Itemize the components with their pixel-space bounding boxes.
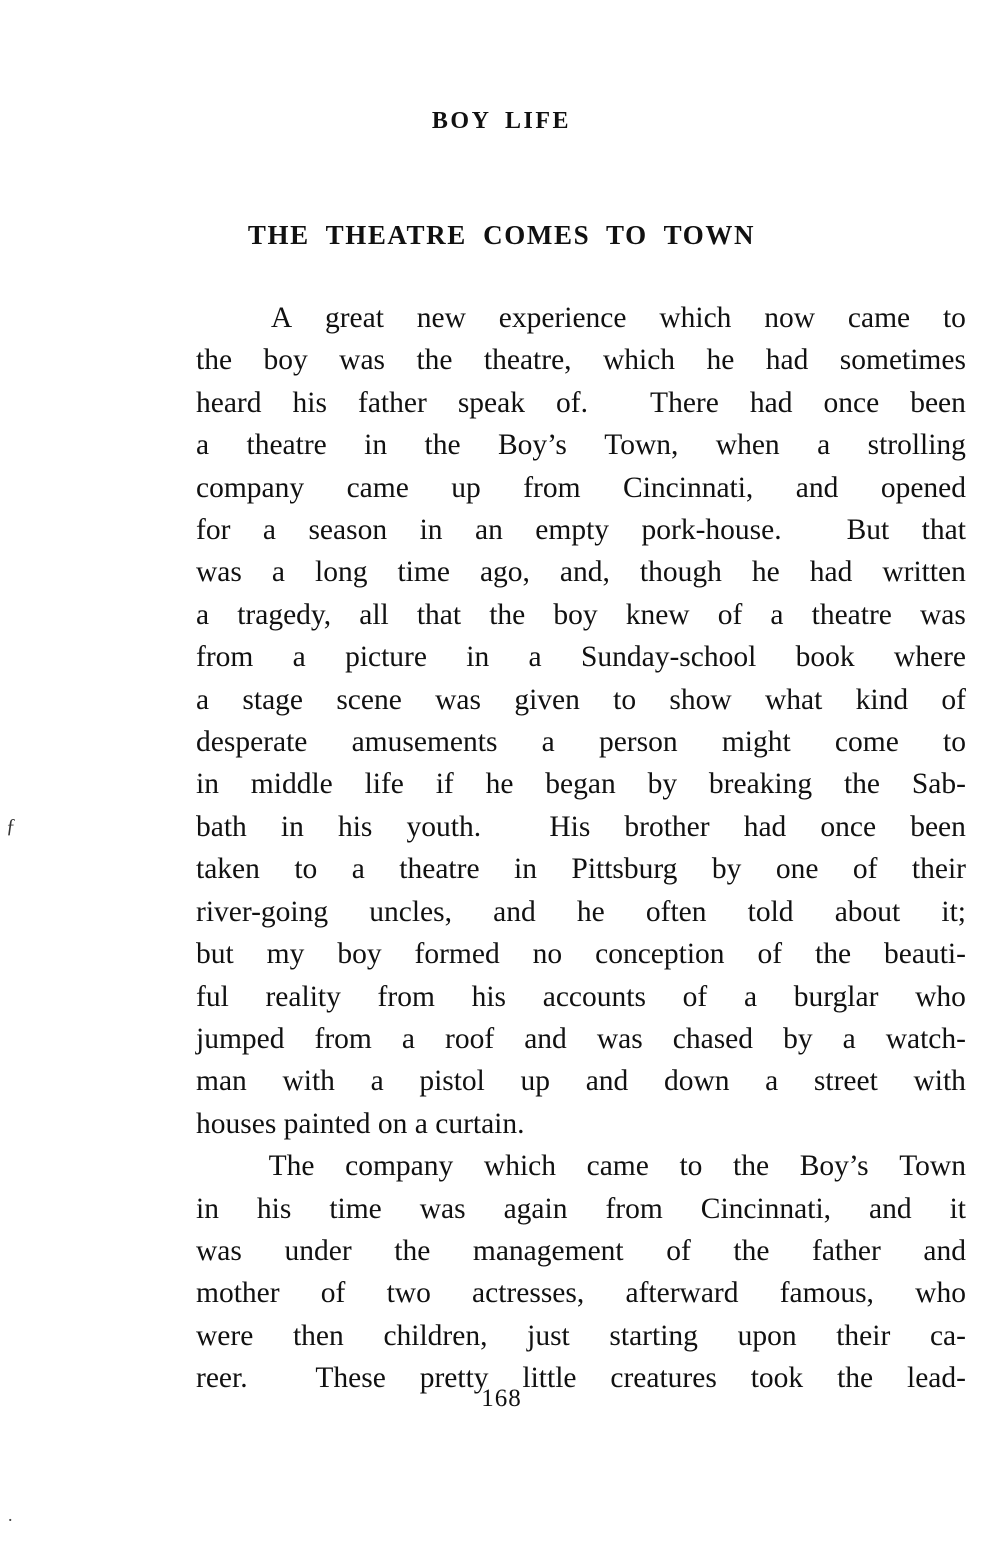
word: then [292, 1319, 344, 1352]
word: been [910, 810, 966, 843]
word: that [416, 598, 462, 631]
word: once [823, 386, 880, 419]
word: to [613, 683, 637, 716]
word: Cincinnati, [700, 1192, 832, 1225]
word: two [386, 1277, 431, 1310]
text-line [196, 467, 966, 509]
word: ful [196, 980, 229, 1013]
word: life [364, 768, 404, 801]
word: their [911, 853, 966, 886]
word: had [809, 556, 853, 589]
word: father [358, 386, 427, 419]
word: to [942, 302, 966, 334]
word: Sunday-school [580, 641, 757, 674]
word: theatre [399, 853, 480, 886]
word: Town [899, 1150, 966, 1183]
word: and [493, 895, 536, 928]
word: the [837, 1362, 874, 1395]
word: from [196, 641, 254, 674]
word: tragedy, [237, 598, 332, 631]
word: jumped [196, 1022, 285, 1055]
word: Boy’s [497, 429, 567, 462]
word: a [842, 1022, 856, 1055]
word: ago, [479, 556, 530, 589]
word: of [320, 1277, 346, 1310]
word: Sab- [911, 768, 966, 801]
word: creatures [610, 1362, 717, 1395]
word: if [435, 768, 454, 801]
word: boy [263, 344, 308, 377]
word: the [416, 344, 453, 377]
word: a [370, 1065, 384, 1098]
word: by [783, 1022, 813, 1055]
word: show [669, 683, 732, 716]
word: reality [265, 980, 341, 1013]
word: book [795, 641, 855, 674]
word: were [196, 1319, 254, 1352]
word: of [852, 853, 878, 886]
word: for [196, 514, 231, 547]
word: starting [609, 1319, 698, 1352]
text-line [196, 679, 966, 721]
word: A [270, 302, 293, 334]
word: a [262, 514, 276, 547]
word: watch- [885, 1022, 966, 1055]
word: just [527, 1319, 570, 1352]
word: strolling [867, 429, 966, 462]
word: afterward [625, 1277, 739, 1310]
word: up [451, 471, 481, 504]
text-line [196, 1272, 966, 1314]
word: was [435, 683, 482, 716]
running-head: BOY LIFE [431, 108, 572, 134]
word: an [474, 514, 503, 547]
word: pistol [419, 1065, 485, 1098]
word: in [364, 429, 388, 462]
word: came [346, 471, 409, 504]
text-line [196, 594, 966, 636]
text-line [196, 1188, 966, 1230]
word: from [377, 980, 435, 1013]
word: of [757, 938, 783, 971]
word: from [523, 471, 581, 504]
word: when [715, 429, 780, 462]
word: burglar [793, 980, 879, 1013]
word: with [282, 1065, 335, 1098]
word: These [315, 1362, 386, 1395]
word: middle [250, 768, 333, 801]
word: who [915, 1277, 966, 1310]
word: the [733, 1150, 770, 1183]
word: scene [336, 683, 402, 716]
word: where [893, 641, 966, 674]
word: in [280, 810, 304, 843]
word: of. [556, 386, 588, 419]
word: which [483, 1150, 556, 1183]
text-line [196, 976, 966, 1018]
word: to [943, 726, 966, 759]
word: the [489, 598, 526, 631]
word: by [647, 768, 678, 801]
word: came [847, 302, 911, 334]
word: of [717, 598, 743, 631]
margin-mark-bottom-icon: . [8, 1505, 13, 1525]
word: new [416, 302, 466, 334]
word: and, [559, 556, 610, 589]
word: by [711, 853, 742, 886]
word: a [292, 641, 306, 674]
word: was [419, 1192, 466, 1225]
word: in [466, 641, 490, 674]
word: his [471, 980, 507, 1013]
text-line [196, 848, 966, 890]
word: river-going [196, 895, 329, 928]
word: a [765, 1065, 779, 1098]
word: in [514, 853, 537, 886]
word: a [541, 726, 555, 759]
word: who [915, 980, 966, 1013]
word: his [256, 1192, 292, 1225]
text-line [196, 339, 966, 381]
word: in [196, 768, 219, 801]
word: opened [880, 471, 966, 504]
word: theatre [246, 429, 327, 462]
word: the [394, 1234, 431, 1267]
word: famous, [779, 1277, 874, 1310]
word: the [733, 1234, 770, 1267]
word: he [576, 895, 605, 928]
word: a [196, 598, 210, 631]
word: no [532, 938, 563, 971]
word: pretty [419, 1362, 489, 1395]
word: kind [855, 683, 909, 716]
word: to [679, 1150, 703, 1183]
text-line [196, 1103, 966, 1145]
word: bath [196, 810, 247, 843]
text-line [196, 1230, 966, 1272]
word: and [585, 1065, 629, 1098]
word: had [743, 810, 787, 843]
word: it [949, 1192, 966, 1225]
word: brother [624, 810, 710, 843]
word: boy [553, 598, 598, 631]
word: Town, [604, 429, 679, 462]
word: of [682, 980, 708, 1013]
word: though [639, 556, 722, 589]
text-line [196, 1145, 966, 1187]
word: all [359, 598, 389, 631]
text-line [196, 763, 966, 805]
word: was [196, 1234, 242, 1267]
word: from [605, 1192, 663, 1225]
word: with [913, 1065, 966, 1098]
text-line [196, 1315, 966, 1357]
word: Pittsburg [571, 853, 678, 886]
word: the [424, 429, 461, 462]
word: Cincinnati, [623, 471, 754, 504]
word: and [524, 1022, 567, 1055]
paragraph-indent [196, 297, 238, 339]
word: His [549, 810, 591, 843]
word: houses painted on a curtain. [196, 1107, 525, 1140]
word: of [941, 683, 966, 716]
word: a [528, 641, 542, 674]
word: now [764, 302, 816, 334]
margin-mark-left-icon: ƒ [6, 815, 16, 837]
word: in [419, 514, 443, 547]
word: he [485, 768, 514, 801]
word: a [271, 556, 285, 589]
word: about [834, 895, 901, 928]
word: his [292, 386, 327, 419]
text-line [196, 806, 966, 848]
word: person [598, 726, 678, 759]
word: empty [535, 514, 610, 547]
page-number: 168 [481, 1385, 522, 1412]
word: little [522, 1362, 577, 1395]
word: picture [345, 641, 427, 674]
word: father [812, 1234, 881, 1267]
word: was [196, 556, 242, 589]
word: come [834, 726, 899, 759]
word: But [846, 514, 890, 547]
text-line [196, 509, 966, 551]
word: and [869, 1192, 912, 1225]
word: under [284, 1234, 352, 1267]
word: told [747, 895, 794, 928]
word: uncles, [369, 895, 453, 928]
word: actresses, [472, 1277, 585, 1310]
word: began [545, 768, 616, 801]
word: came [586, 1150, 649, 1183]
word: to [294, 853, 318, 886]
word: children, [383, 1319, 488, 1352]
word: it; [941, 895, 966, 928]
word: amusements [351, 726, 498, 759]
word: given [514, 683, 580, 716]
word: down [663, 1065, 730, 1098]
word: sometimes [839, 344, 966, 377]
chapter-title: THE THEATRE COMES TO TOWN [247, 220, 756, 250]
word: season [308, 514, 388, 547]
word: but [196, 938, 234, 971]
word: knew [625, 598, 690, 631]
word: lead- [907, 1362, 966, 1395]
text-line [196, 891, 966, 933]
word: Boy’s [799, 1150, 869, 1183]
word: time [397, 556, 450, 589]
text-line [196, 636, 966, 678]
word: heard [196, 386, 262, 419]
text-line [196, 721, 966, 763]
word: a [743, 980, 758, 1013]
word: was [339, 344, 386, 377]
word: their [836, 1319, 891, 1352]
body-text [196, 297, 966, 1400]
word: upon [737, 1319, 797, 1352]
word: mother [196, 1277, 280, 1310]
text-line [196, 1060, 966, 1102]
word: in [196, 1192, 219, 1225]
word: had [749, 386, 793, 419]
word: which [659, 302, 732, 334]
word: taken [196, 853, 260, 886]
word: was [919, 598, 966, 631]
word: his [337, 810, 373, 843]
word: might [721, 726, 791, 759]
word: street [813, 1065, 878, 1098]
word: of [666, 1234, 691, 1267]
word: once [820, 810, 877, 843]
text-line [196, 297, 966, 339]
word: up [520, 1065, 551, 1098]
word: beauti- [884, 938, 966, 971]
word: took [750, 1362, 804, 1395]
paragraph-indent [196, 1145, 238, 1187]
word: a [401, 1022, 415, 1055]
word: youth. [406, 810, 482, 843]
word: was [596, 1022, 643, 1055]
word: and [795, 471, 839, 504]
word: a [351, 853, 365, 886]
word: he [706, 344, 735, 377]
word: The [268, 1150, 315, 1183]
word: the [843, 768, 881, 801]
word: and [923, 1234, 966, 1267]
text-line [196, 424, 966, 466]
word: accounts [542, 980, 646, 1013]
word: written [882, 556, 966, 589]
word: which [602, 344, 676, 377]
word: speak [457, 386, 525, 419]
word: a [770, 598, 784, 631]
word: management [472, 1234, 624, 1267]
word: roof [445, 1022, 495, 1055]
text-line [196, 382, 966, 424]
word: ca- [929, 1319, 966, 1352]
word: that [921, 514, 966, 547]
word: theatre, [483, 344, 572, 377]
text-line [196, 933, 966, 975]
word: formed [414, 938, 500, 971]
word: one [775, 853, 819, 886]
word: been [910, 386, 966, 419]
word: great [324, 302, 384, 334]
word: experience [498, 302, 627, 334]
word: long [315, 556, 368, 589]
word: theatre [811, 598, 892, 631]
word: desperate [196, 726, 308, 759]
word: boy [337, 938, 382, 971]
text-line [196, 1018, 966, 1060]
word: conception [595, 938, 725, 971]
word: the [815, 938, 852, 971]
word: the [196, 344, 233, 377]
word: had [765, 344, 809, 377]
word: what [765, 683, 823, 716]
word: he [751, 556, 780, 589]
word: a [817, 429, 831, 462]
word: pork-house. [641, 514, 782, 547]
word: man [196, 1065, 247, 1098]
word: from [314, 1022, 372, 1055]
word: company [345, 1150, 454, 1183]
word: often [645, 895, 707, 928]
word: time [329, 1192, 382, 1225]
word: a [196, 429, 210, 462]
word: breaking [708, 768, 813, 801]
text-line [196, 551, 966, 593]
word: again [503, 1192, 568, 1225]
word: There [650, 386, 719, 419]
word: reer. [196, 1362, 248, 1395]
word: my [266, 938, 305, 971]
word: stage [242, 683, 304, 716]
word: company [196, 471, 305, 504]
word: chased [672, 1022, 754, 1055]
word: a [196, 683, 210, 716]
